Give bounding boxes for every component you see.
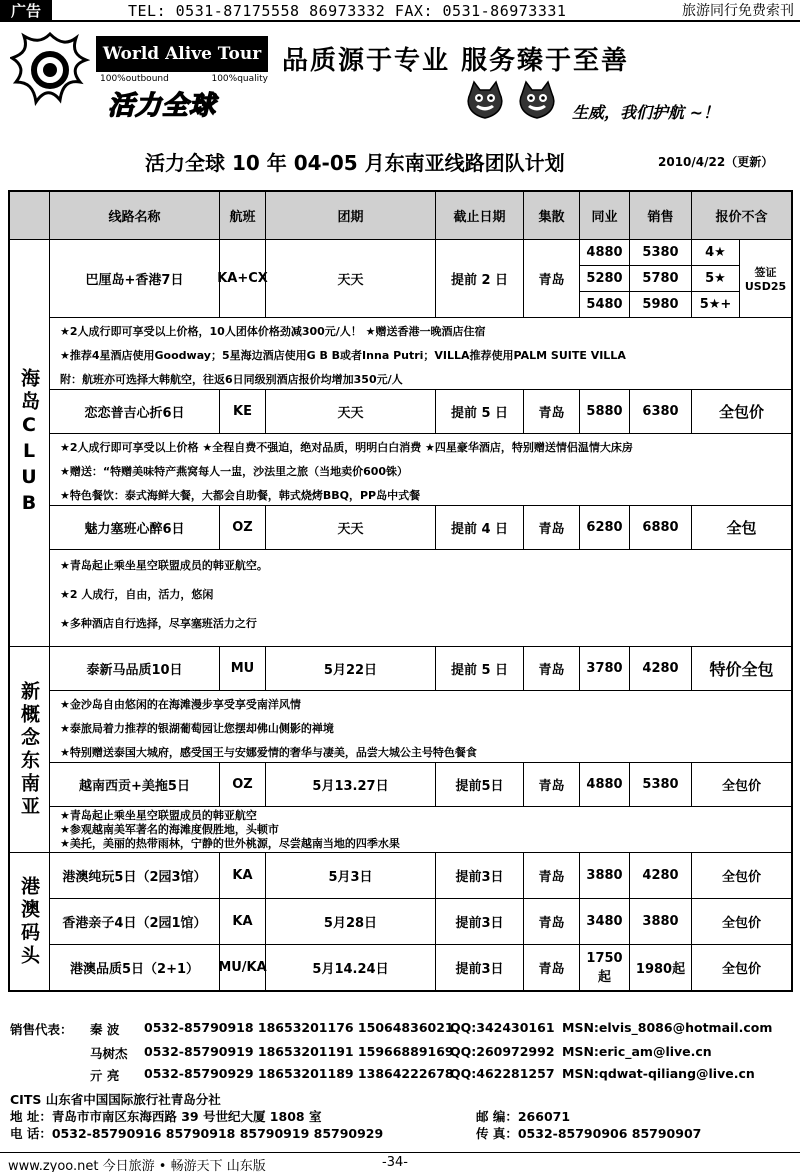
peer-price: 3880: [580, 853, 630, 899]
route-deadline: 提前5日: [436, 763, 524, 807]
header-peer: 同业: [580, 192, 630, 240]
sale-price: 6880: [630, 506, 692, 550]
route-deadline: 提前 5 日: [436, 647, 524, 691]
note-line: ★美托，美丽的热带雨林，宁静的世外桃源，尽尝越南当地的四季水果: [60, 837, 400, 850]
route-gather: 青岛: [524, 506, 580, 550]
route-period: 天天: [266, 506, 436, 550]
section-new-concept: 新概念东南亚: [10, 647, 50, 853]
note-line: ★推荐4星酒店使用Goodway；5星海边酒店使用G B B或者Inna Putri；VILLA推荐使用PALM SUITE VILLA: [60, 349, 626, 362]
peer-price: 5880: [580, 390, 630, 434]
cat-mascot-icon: [464, 80, 506, 122]
logo-sub-left: 100%outbound: [100, 74, 169, 84]
rep-msn: MSN:eric_am@live.cn: [562, 1044, 712, 1059]
route-deadline: 提前3日: [436, 853, 524, 899]
route-flight: MU/KA: [220, 945, 266, 990]
route-notes: [50, 318, 791, 390]
sale-price: 5380: [630, 763, 692, 807]
route-notes: [50, 550, 791, 647]
company-fax: 传 真：0532-85790906 85790907: [476, 1126, 702, 1141]
quote-type: 全包: [692, 506, 791, 550]
route-flight: MU: [220, 647, 266, 691]
header-gather: 集散: [524, 192, 580, 240]
header-quote: 报价不含: [692, 192, 791, 240]
quote-type: 全包价: [692, 899, 791, 945]
sale-price: 6380: [630, 390, 692, 434]
top-bar: [0, 0, 800, 22]
logo-sub-right: 100%quality: [211, 74, 268, 84]
note-line: 附：航班亦可选择大韩航空，往返6日同级别酒店报价均增加350元/人: [60, 373, 403, 386]
quote-type: 全包价: [692, 763, 791, 807]
footer-site: www.zyoo.net 今日旅游 • 畅游天下 山东版: [8, 1159, 266, 1172]
header-flight: 航班: [220, 192, 266, 240]
note-line: ★青岛起止乘坐星空联盟成员的韩亚航空。: [60, 559, 268, 572]
route-period: 5月22日: [266, 647, 436, 691]
rep-name: 秦 波: [90, 1022, 120, 1037]
route-flight: KE: [220, 390, 266, 434]
page-title: 活力全球 10 年 04-05 月东南亚线路团队计划: [145, 151, 565, 175]
route-deadline: 提前 4 日: [436, 506, 524, 550]
route-gather: 青岛: [524, 240, 580, 318]
header-route: 线路名称: [50, 192, 220, 240]
sale-price: 4280: [630, 853, 692, 899]
route-name: 巴厘岛+香港7日: [50, 240, 220, 318]
route-period: 5月13.27日: [266, 763, 436, 807]
peer-price: 4880: [580, 763, 630, 807]
route-deadline: 提前3日: [436, 899, 524, 945]
quote-type: 全包价: [692, 853, 791, 899]
note-line: ★赠送：“特赠美味特产燕窝每人一盅，沙法里之旅（当地卖价600铢）: [60, 465, 409, 478]
rep-qq: QQ:342430161: [450, 1020, 555, 1035]
peer-price: 1750起: [580, 945, 630, 990]
route-notes: [50, 434, 791, 506]
route-period: 5月14.24日: [266, 945, 436, 990]
note-line: ★2人成行即可享受以上价格 ★全程自费不强迫，绝对品质，明明白白消费 ★四星豪华酒店，特别赠送情侣温情大床房: [60, 441, 633, 454]
rep-msn: MSN:qdwat-qiliang@live.cn: [562, 1066, 755, 1081]
company-zip: 邮 编：266071: [476, 1109, 571, 1124]
rep-phones: 0532-85790918 18653201176 15064836021: [144, 1020, 454, 1035]
quote-type: 全包价: [692, 390, 791, 434]
note-line: ★金沙岛自由悠闲的在海滩漫步享受享受南洋风情: [60, 698, 301, 711]
route-gather: 青岛: [524, 390, 580, 434]
route-name: 港澳品质5日（2+1）: [50, 945, 220, 990]
route-period: 5月28日: [266, 899, 436, 945]
company-address: 地 址：青岛市市南区东海西路 39 号世纪大厦 1808 室: [10, 1109, 322, 1124]
top-right-text: 旅游同行免费索刊: [682, 3, 794, 19]
sales-label: 销售代表：: [10, 1022, 73, 1037]
section-island: 海岛CLUB: [10, 240, 50, 647]
rep-qq: QQ:462281257: [450, 1066, 555, 1081]
note-line: ★青岛起止乘坐星空联盟成员的韩亚航空: [60, 809, 257, 822]
sale-price: 5780: [630, 266, 692, 292]
ad-label: 广告: [0, 0, 52, 22]
route-notes: [50, 807, 791, 853]
peer-price: 3480: [580, 899, 630, 945]
route-flight: OZ: [220, 506, 266, 550]
rep-phones: 0532-85790929 18653201189 13864222678: [144, 1066, 454, 1081]
route-period: 天天: [266, 390, 436, 434]
logo: [10, 30, 270, 121]
rep-phones: 0532-85790919 18653201191 15966889169: [144, 1044, 454, 1059]
route-name: 恋恋普吉心折6日: [50, 390, 220, 434]
route-name: 越南西贡+美拖5日: [50, 763, 220, 807]
logo-subtitle: [100, 74, 268, 84]
route-notes: [50, 691, 791, 763]
brand-cn: 活力全球: [108, 91, 217, 121]
note-line: ★泰旅局着力推荐的银湖葡萄园让您摆却佛山侧影的禅境: [60, 722, 334, 735]
note-line: ★特别赠送泰国大城府，感受国王与安娜爱情的奢华与凄美，品尝大城公主号特色餐食: [60, 746, 477, 759]
header-period: 团期: [266, 192, 436, 240]
route-flight: KA: [220, 853, 266, 899]
quote-type: 特价全包: [692, 647, 791, 691]
footer: [0, 1152, 800, 1172]
peer-price: 5480: [580, 292, 630, 318]
top-contact: TEL: 0531-87175558 86973332 FAX: 0531-86973331: [128, 2, 567, 20]
route-deadline: 提前 2 日: [436, 240, 524, 318]
sale-price: 5380: [630, 240, 692, 266]
hotel-grade: 4★: [692, 240, 740, 266]
tagline: 生威，我们护航 ~！: [572, 103, 719, 122]
route-name: 魅力塞班心醉6日: [50, 506, 220, 550]
note-line: ★2 人成行，自由，活力，悠闲: [60, 588, 214, 601]
brand-en: World Alive Tour: [96, 36, 268, 72]
route-deadline: 提前3日: [436, 945, 524, 990]
peer-price: 6280: [580, 506, 630, 550]
route-name: 泰新马品质10日: [50, 647, 220, 691]
route-flight: KA: [220, 899, 266, 945]
route-gather: 青岛: [524, 945, 580, 990]
rep-msn: MSN:elvis_8086@hotmail.com: [562, 1020, 773, 1035]
route-flight: KA+CX: [220, 240, 266, 318]
rep-qq: QQ:260972992: [450, 1044, 555, 1059]
route-name: 香港亲子4日（2园1馆）: [50, 899, 220, 945]
quote-type: 全包价: [721, 962, 761, 977]
peer-price: 4880: [580, 240, 630, 266]
sale-price: 3880: [630, 899, 692, 945]
note-line: ★参观越南美军著名的海滩度假胜地，头顿市: [60, 823, 279, 836]
note-line: ★特色餐饮：泰式海鲜大餐，大都会自助餐，韩式烧烤BBQ，PP岛中式餐: [60, 489, 421, 502]
route-period: 5月3日: [266, 853, 436, 899]
header-blank: [10, 192, 50, 240]
route-flight: OZ: [220, 763, 266, 807]
route-gather: 青岛: [524, 853, 580, 899]
hotel-grade: 5★+: [692, 292, 740, 318]
route-gather: 青岛: [524, 763, 580, 807]
note-line: ★2人成行即可享受以上价格，10人团体价格劲减300元/人！ ★赠送香港一晚酒店住宿: [60, 325, 486, 338]
rep-name: 亓 亮: [90, 1068, 120, 1083]
peer-price: 3780: [580, 647, 630, 691]
tour-plan-table: [8, 190, 793, 992]
company-tel: 电 话：0532-85790916 85790918 85790919 85790929: [10, 1126, 384, 1141]
peer-price: 5280: [580, 266, 630, 292]
note-line: ★多种酒店自行选择，尽享塞班活力之行: [60, 617, 257, 630]
page-number: -34-: [382, 1155, 408, 1170]
sale-price: 1980起: [630, 945, 692, 990]
cat-mascot-icon: [516, 80, 558, 122]
header-deadline: 截止日期: [436, 192, 524, 240]
excluded-fee: 签证 USD25: [740, 240, 791, 318]
hotel-grade: 5★: [692, 266, 740, 292]
slogan: 品质源于专业 服务臻于至善: [282, 46, 630, 76]
sun-emblem-icon: [10, 30, 90, 110]
section-hk-macau: 港澳码头: [10, 853, 50, 990]
route-deadline: 提前 5 日: [436, 390, 524, 434]
sale-price: 4280: [630, 647, 692, 691]
route-name: 港澳纯玩5日（2园3馆）: [50, 853, 220, 899]
route-gather: 青岛: [524, 899, 580, 945]
header-sale: 销售: [630, 192, 692, 240]
update-date: 2010/4/22（更新）: [658, 155, 774, 169]
company-name: CITS 山东省中国国际旅行社青岛分社: [10, 1092, 221, 1107]
sale-price: 5980: [630, 292, 692, 318]
route-gather: 青岛: [524, 647, 580, 691]
route-period: 天天: [266, 240, 436, 318]
rep-name: 马树杰: [90, 1046, 128, 1061]
